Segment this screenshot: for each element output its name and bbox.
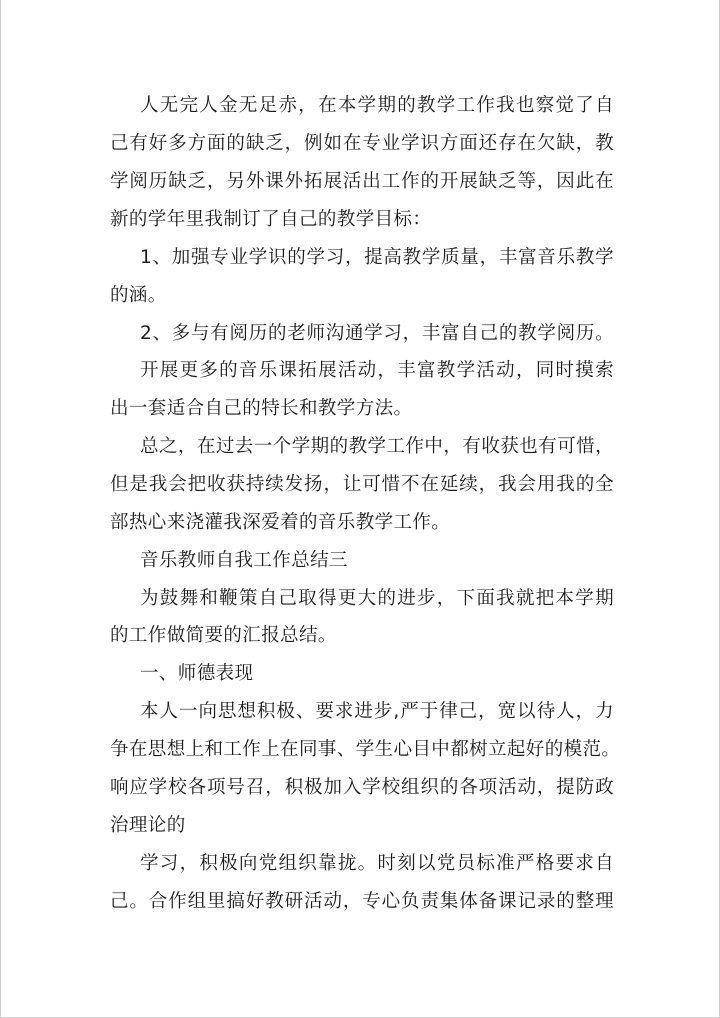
section-heading: 一、师德表现 — [140, 663, 254, 684]
text-line: 治理论的 — [110, 815, 186, 836]
text-line: 1、加强专业学识的学习，提高教学质量，丰富音乐教学 — [140, 247, 614, 268]
text-line: 学习，积极向党组织靠拢。时刻以党员标准严格要求自 — [140, 853, 614, 874]
text-line: 争在思想上和工作上在同事、学生心目中都树立起好的模范。 — [110, 739, 621, 760]
text-line: 响应学校各项号召，积极加入学校组织的各项活动，提防政 — [110, 777, 614, 798]
text-line: 2、多与有阅历的老师沟通学习，丰富自己的教学阅历。 — [140, 323, 614, 344]
text-line: 本人一向思想积极、要求进步,严于律己，宽以待人，力 — [140, 701, 614, 722]
text-line: 新的学年里我制订了自己的教学目标： — [110, 209, 432, 230]
section-heading: 音乐教师自我工作总结三 — [140, 550, 348, 571]
text-line: 人无完人金无足赤，在本学期的教学工作我也察觉了自 — [140, 95, 614, 116]
text-line: 出一套适合自己的特长和教学方法。 — [110, 398, 413, 419]
text-line: 的涵。 — [110, 285, 167, 306]
text-line: 但是我会把收获持续发扬，让可惜不在延续，我会用我的全 — [110, 474, 614, 495]
text-line: 己。合作组里搞好教研活动，专心负责集体备课记录的整理 — [110, 891, 614, 912]
text-line: 的工作做简要的汇报总结。 — [110, 625, 337, 646]
text-line: 部热心来浇灌我深爱着的音乐教学工作。 — [110, 512, 451, 533]
page-border-left — [0, 0, 1, 1018]
text-line: 学阅历缺乏，另外课外拓展活出工作的开展缺乏等，因此在 — [110, 171, 614, 192]
text-line: 己有好多方面的缺乏，例如在专业学识方面还存在欠缺，教 — [110, 133, 614, 154]
text-line: 开展更多的音乐课拓展活动，丰富教学活动，同时摸索 — [140, 360, 614, 381]
text-line: 总之，在过去一个学期的教学工作中，有收获也有可惜， — [140, 436, 614, 457]
text-line: 为鼓舞和鞭策自己取得更大的进步，下面我就把本学期 — [140, 588, 614, 609]
